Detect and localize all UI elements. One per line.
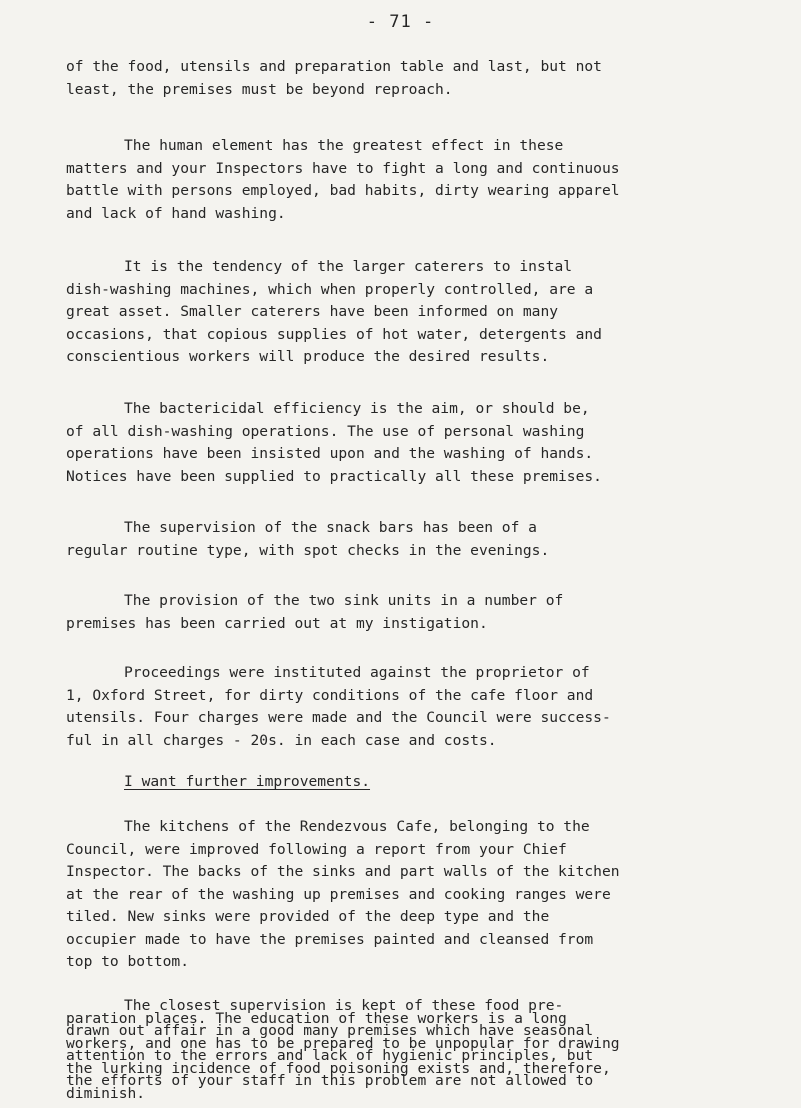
text-line: Inspector. The backs of the sinks and part walls of the kitchen	[66, 863, 620, 880]
paragraph-human-element	[66, 135, 756, 225]
text-line: premises has been carried out at my instigation.	[66, 614, 488, 632]
paragraph-proceedings	[66, 662, 756, 752]
text-line: the lurking incidence of food poisoning exists and, therefore,	[66, 1059, 611, 1077]
text-line: conscientious workers will produce the desired results.	[66, 348, 550, 365]
paragraph-sink-units	[66, 590, 756, 635]
text-line: The bactericidal efficiency is the aim, or should be,	[124, 400, 590, 417]
paragraph-continuation	[66, 56, 756, 101]
text-line: battle with persons employed, bad habits, dirty wearing apparel	[66, 182, 620, 199]
text-line: paration places. The education of these workers is a long	[66, 1009, 567, 1027]
text-line: attention to the errors and lack of hygienic principles, but	[66, 1047, 594, 1064]
text-line: The kitchens of the Rendezvous Cafe, belonging to the	[124, 818, 590, 835]
text-line: diminish.	[66, 1084, 146, 1102]
text-line: and lack of hand washing.	[66, 204, 286, 222]
text-line: matters and your Inspectors have to fight a long and continuous	[66, 159, 620, 177]
text-line: Council, were improved following a report from your Chief	[66, 840, 567, 858]
text-line: top to bottom.	[66, 953, 190, 970]
text-line: drawn out affair in a good many premises which have seasonal	[66, 1022, 594, 1039]
text-line: The closest supervision is kept of these food pre-	[124, 997, 564, 1014]
text-line: utensils. Four charges were made and the Council were success-	[66, 709, 611, 726]
text-line: It is the tendency of the larger caterers to instal	[124, 258, 573, 275]
text-line: workers, and one has to be prepared to be unpopular for drawing	[66, 1034, 620, 1052]
paragraph-bactericidal	[66, 398, 756, 488]
text-line: least, the premises must be beyond reproach.	[66, 80, 453, 98]
text-line: the efforts of your staff in this problem are not allowed to	[66, 1072, 594, 1089]
text-line: tiled. New sinks were provided of the deep type and the	[66, 908, 550, 925]
text-line: Proceedings were instituted against the proprietor of	[124, 664, 590, 681]
paragraph-snack-bars	[66, 517, 756, 562]
paragraph-supervision	[66, 997, 756, 1102]
page-number: - 71 -	[366, 12, 435, 32]
text-line: The human element has the greatest effect in these	[124, 137, 564, 154]
text-line: of the food, utensils and preparation table and last, but not	[66, 58, 602, 75]
text-line: occasions, that copious supplies of hot water, detergents and	[66, 325, 602, 343]
text-line: regular routine type, with spot checks in the evenings.	[66, 541, 550, 559]
paragraph-rendezvous-cafe	[66, 816, 756, 974]
text-line: operations have been insisted upon and the washing of hands.	[66, 445, 594, 462]
section-heading: I want further improvements.	[124, 773, 371, 790]
text-line: occupier made to have the premises painted and cleansed from	[66, 930, 594, 948]
text-line: great asset. Smaller caterers have been informed on many	[66, 303, 559, 320]
paragraph-dish-washing	[66, 256, 756, 369]
text-line: dish-washing machines, which when properly controlled, are a	[66, 280, 594, 298]
text-line: at the rear of the washing up premises and cooking ranges were	[66, 885, 611, 903]
text-line: Notices have been supplied to practically all these premises.	[66, 467, 602, 485]
text-line: 1, Oxford Street, for dirty conditions of the cafe floor and	[66, 686, 594, 704]
text-line: ful in all charges - 20s. in each case and costs.	[66, 731, 497, 749]
text-line: The provision of the two sink units in a number of	[124, 592, 564, 609]
text-line: of all dish-washing operations. The use of personal washing	[66, 422, 585, 440]
text-line: The supervision of the snack bars has been of a	[124, 519, 537, 536]
